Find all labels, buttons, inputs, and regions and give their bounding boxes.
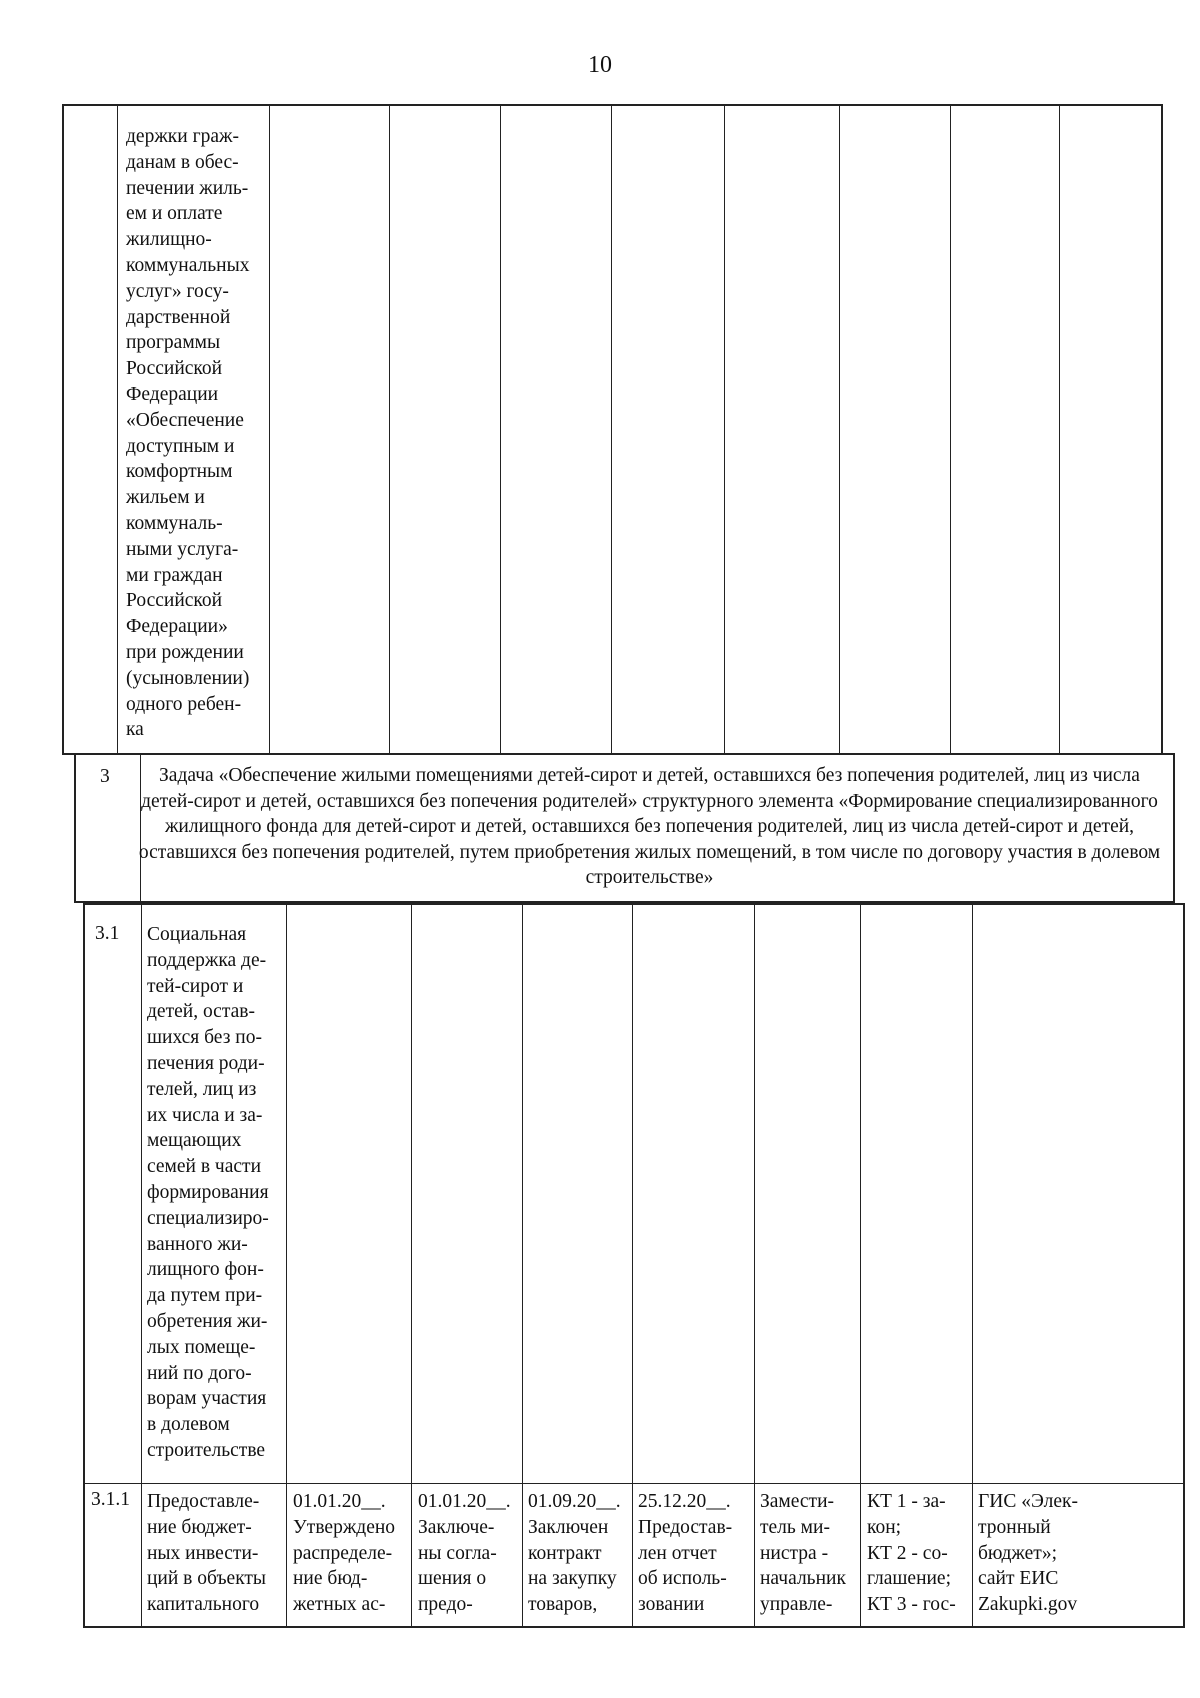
column-divider [500, 106, 501, 753]
control-point-date-4-cell: 25.12.20__. Предостав- лен отчет об исполь- зовании [638, 1491, 733, 1616]
column-divider [860, 905, 861, 1626]
task-number: 3 [100, 766, 110, 787]
control-point-date-2-cell: 01.01.20__. Заключе- ны согла- шения о предо- [418, 1491, 511, 1616]
responsible-person-cell: Замести- тель ми- нистра - начальник управле- [760, 1491, 846, 1616]
task-text: Задача «Обеспечение жилыми помещениями детей-сирот и детей, оставшихся без попечения родителей, лиц из числа детей-сирот и детей, оставшихся без попечения родителей» структурного элемента «Формирование специализированного жилищного фонда для детей-сирот и детей, оставшихся без попечения родителей, лиц из числа детей-сирот и детей, оставшихся без попечения родителей, путем приобретения жилых помещений, в том числе по договору участия в долевом строительстве» [138, 765, 1161, 889]
column-divider [972, 905, 973, 1626]
measure-number: 3.1 [95, 923, 120, 944]
column-divider [950, 106, 951, 753]
control-point-date-1-cell: 01.01.20__. Утверждено распределе- ние бюд- жетных ас- [293, 1491, 396, 1616]
column-divider [141, 905, 142, 1626]
column-divider [286, 905, 287, 1626]
continued-name-cell: держки граж- данам в обес- печении жиль- ем и оплате жилищно- коммунальных услуг» госу- дарственной программы Российской Федерации «Обеспечение доступным и комфортным жильем и коммуналь- ными услуга- ми граждан Российской Федерации» при рождении (усыновлении) одного ребен- ка [126, 126, 250, 741]
column-divider [389, 106, 390, 753]
column-divider [117, 106, 118, 753]
task-row [74, 753, 1175, 903]
column-divider [839, 106, 840, 753]
document-type-cell: КТ 1 - за- кон; КТ 2 - со- глашение; КТ 3 - гос- [867, 1491, 956, 1616]
column-divider [1059, 106, 1060, 753]
measure-table [83, 903, 1185, 1628]
row-divider [85, 1483, 1183, 1484]
column-divider [269, 106, 270, 753]
column-divider [611, 106, 612, 753]
control-point-number: 3.1.1 [91, 1489, 130, 1510]
continued-table-row [62, 104, 1163, 755]
column-divider [522, 905, 523, 1626]
column-divider [411, 905, 412, 1626]
page-number: 10 [588, 52, 612, 78]
control-point-name-cell: Предоставле- ние бюджет- ных инвести- ций в объекты капитального [147, 1491, 267, 1616]
column-divider [754, 905, 755, 1626]
measure-name-cell: Социальная поддержка де- тей-сирот и детей, остав- шихся без по- печения роди- телей, лиц из их числа и за- мещающих семей в части формирования специализиро- ванного жи- лищного фон- да путем при- обретения жи- лых помеще- ний по дого- ворам участия в долевом строительстве [147, 924, 269, 1461]
control-point-date-3-cell: 01.09.20__. Заключен контракт на закупку товаров, [528, 1491, 621, 1616]
information-system-cell: ГИС «Элек- тронный бюджет»; сайт ЕИС Zakupki.gov [978, 1491, 1078, 1616]
column-divider [724, 106, 725, 753]
column-divider [632, 905, 633, 1626]
